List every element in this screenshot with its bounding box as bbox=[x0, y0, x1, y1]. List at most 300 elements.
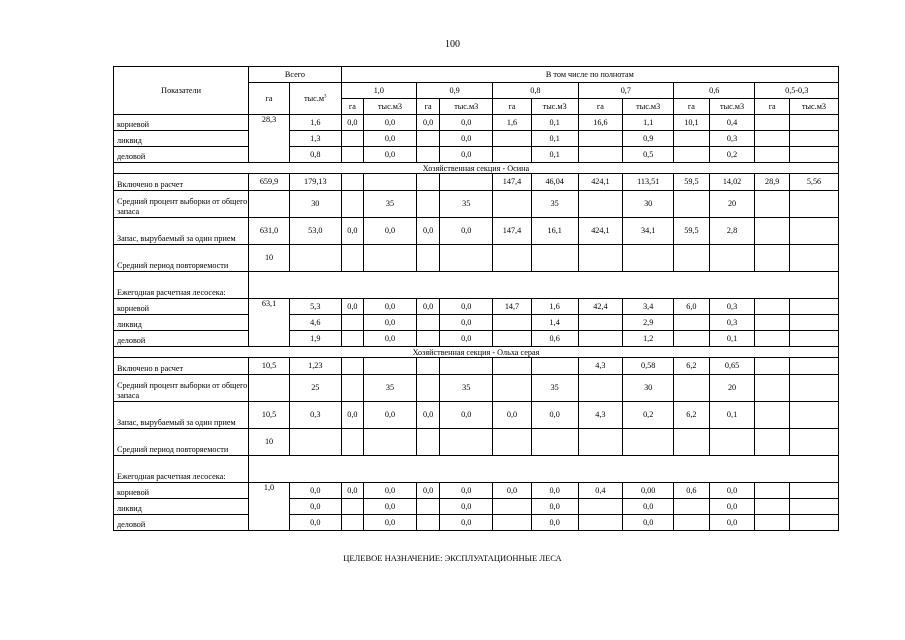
table-row bbox=[114, 131, 839, 147]
table-cell: 63,1 bbox=[249, 299, 290, 347]
table-cell bbox=[623, 429, 674, 456]
table-cell: 28,3 bbox=[249, 115, 290, 163]
table-cell bbox=[789, 429, 838, 456]
table-cell bbox=[755, 115, 790, 131]
table-row bbox=[114, 429, 839, 456]
table-cell: 0,8 bbox=[289, 147, 341, 163]
table-cell: 0,0 bbox=[364, 499, 417, 515]
row-label: корневой bbox=[114, 483, 249, 499]
header-density: 0,5-0,3 bbox=[755, 83, 839, 99]
table-cell: 1,0 bbox=[249, 483, 290, 531]
table-cell bbox=[493, 191, 532, 218]
table-cell bbox=[341, 515, 363, 531]
table-cell: 25 bbox=[289, 375, 341, 402]
table-cell bbox=[789, 483, 838, 499]
empty-cell bbox=[249, 272, 839, 299]
table-cell: 1,6 bbox=[531, 299, 578, 315]
table-cell bbox=[416, 331, 439, 347]
table-cell: 147,4 bbox=[493, 218, 532, 245]
table-row bbox=[114, 191, 839, 218]
table-cell: 35 bbox=[531, 375, 578, 402]
table-row bbox=[114, 358, 839, 375]
table-cell bbox=[755, 483, 790, 499]
row-label: Ежегодная расчетная лесосека: bbox=[114, 272, 249, 299]
table-cell: 1,6 bbox=[493, 115, 532, 131]
table-cell: 659,9 bbox=[249, 174, 290, 191]
table-cell: 0,0 bbox=[416, 483, 439, 499]
table-cell bbox=[493, 499, 532, 515]
table-cell: 0,0 bbox=[416, 115, 439, 131]
header-density: 0,8 bbox=[493, 83, 578, 99]
section-title: Хозяйственная секция - Осина bbox=[114, 163, 839, 174]
table-cell: 1,6 bbox=[289, 115, 341, 131]
table-cell: 0,0 bbox=[440, 402, 493, 429]
table-cell bbox=[578, 191, 623, 218]
table-cell: 0,0 bbox=[623, 515, 674, 531]
table-cell: 10,5 bbox=[249, 358, 290, 375]
table-cell: 0,0 bbox=[341, 483, 363, 499]
row-label: Включено в расчет bbox=[114, 174, 249, 191]
table-cell bbox=[416, 131, 439, 147]
table-cell bbox=[341, 375, 363, 402]
row-label: деловой bbox=[114, 147, 249, 163]
table-cell: 0,0 bbox=[289, 499, 341, 515]
table-cell: 0,4 bbox=[578, 483, 623, 499]
table-cell bbox=[364, 174, 417, 191]
table-cell bbox=[578, 375, 623, 402]
table-cell: 6,2 bbox=[674, 402, 710, 429]
table-cell: 0,0 bbox=[341, 299, 363, 315]
table-cell: 35 bbox=[531, 191, 578, 218]
table-cell: 14,7 bbox=[493, 299, 532, 315]
table-cell: 4,6 bbox=[289, 315, 341, 331]
section-row bbox=[114, 163, 839, 174]
table-cell: 0,1 bbox=[531, 147, 578, 163]
table-cell bbox=[755, 315, 790, 331]
table-cell: 1,1 bbox=[623, 115, 674, 131]
table-cell bbox=[249, 375, 290, 402]
table-cell: 0,6 bbox=[674, 483, 710, 499]
table-cell: 0,0 bbox=[341, 218, 363, 245]
table-cell bbox=[674, 499, 710, 515]
table-cell: 30 bbox=[623, 191, 674, 218]
table-cell bbox=[789, 315, 838, 331]
table-cell: 2,9 bbox=[623, 315, 674, 331]
table-cell: 16,1 bbox=[531, 218, 578, 245]
table-cell: 0,0 bbox=[364, 331, 417, 347]
table-cell bbox=[440, 429, 493, 456]
table-cell bbox=[416, 174, 439, 191]
table-cell bbox=[789, 402, 838, 429]
table-cell: 0,0 bbox=[531, 483, 578, 499]
table-cell bbox=[674, 331, 710, 347]
table-cell bbox=[755, 429, 790, 456]
table-row bbox=[114, 499, 839, 515]
table-cell: 0,3 bbox=[709, 131, 755, 147]
table-cell bbox=[755, 147, 790, 163]
table-cell bbox=[341, 315, 363, 331]
table-cell bbox=[416, 429, 439, 456]
table-row bbox=[114, 218, 839, 245]
table-cell bbox=[416, 499, 439, 515]
row-label: деловой bbox=[114, 515, 249, 531]
table-cell: 1,4 bbox=[531, 315, 578, 331]
header-unit-ga: га bbox=[416, 99, 439, 115]
header-total: Всего bbox=[249, 67, 342, 83]
header-unit-ga: га bbox=[493, 99, 532, 115]
row-label: корневой bbox=[114, 299, 249, 315]
page-number: 100 bbox=[445, 39, 460, 50]
table-cell: 0,5 bbox=[623, 147, 674, 163]
table-cell: 0,0 bbox=[341, 115, 363, 131]
table-cell bbox=[789, 375, 838, 402]
table-cell: 16,6 bbox=[578, 115, 623, 131]
table-cell bbox=[531, 429, 578, 456]
table-cell bbox=[493, 131, 532, 147]
table-cell: 0,0 bbox=[531, 515, 578, 531]
table-cell: 35 bbox=[440, 375, 493, 402]
table-cell: 3,4 bbox=[623, 299, 674, 315]
table-cell: 0,0 bbox=[531, 499, 578, 515]
table-cell: 0,0 bbox=[440, 331, 493, 347]
table-cell: 0,9 bbox=[623, 131, 674, 147]
table-cell bbox=[578, 147, 623, 163]
table-cell bbox=[416, 245, 439, 272]
section-row bbox=[114, 347, 839, 358]
table-cell bbox=[789, 245, 838, 272]
table-cell: 0,0 bbox=[440, 147, 493, 163]
table-cell: 46,04 bbox=[531, 174, 578, 191]
header-including: В том числе по полнотам bbox=[341, 67, 838, 83]
table-cell: 0,1 bbox=[531, 115, 578, 131]
table-cell bbox=[341, 191, 363, 218]
row-label: корневой bbox=[114, 115, 249, 131]
table-cell: 1,3 bbox=[289, 131, 341, 147]
header-density: 0,6 bbox=[674, 83, 755, 99]
table-cell: 0,0 bbox=[709, 515, 755, 531]
table-cell bbox=[531, 358, 578, 375]
header-unit-volume: тыс.м3 bbox=[440, 99, 493, 115]
table-cell bbox=[578, 499, 623, 515]
table-cell: 1,9 bbox=[289, 331, 341, 347]
table-cell: 59,5 bbox=[674, 174, 710, 191]
table-cell bbox=[755, 515, 790, 531]
table-cell bbox=[709, 245, 755, 272]
table-cell bbox=[578, 131, 623, 147]
table-row bbox=[114, 375, 839, 402]
table-cell: 28,9 bbox=[755, 174, 790, 191]
table-cell: 4,3 bbox=[578, 358, 623, 375]
table-cell bbox=[789, 299, 838, 315]
table-cell: 0,0 bbox=[493, 402, 532, 429]
table-cell: 0,0 bbox=[440, 299, 493, 315]
table-cell bbox=[364, 245, 417, 272]
table-cell bbox=[755, 218, 790, 245]
table-cell bbox=[531, 245, 578, 272]
table-cell bbox=[674, 315, 710, 331]
table-cell bbox=[789, 218, 838, 245]
table-cell bbox=[789, 131, 838, 147]
table-row bbox=[114, 245, 839, 272]
row-label: ликвид bbox=[114, 131, 249, 147]
header-unit-volume: тыс.м3 bbox=[531, 99, 578, 115]
table-cell: 147,4 bbox=[493, 174, 532, 191]
table-cell: 0,0 bbox=[416, 402, 439, 429]
table-cell: 2,8 bbox=[709, 218, 755, 245]
header-unit-volume: тыс.м3 bbox=[364, 99, 417, 115]
header-unit-ga: га bbox=[755, 99, 790, 115]
table-cell: 0,0 bbox=[364, 315, 417, 331]
table-cell: 0,0 bbox=[341, 402, 363, 429]
table-cell: 0,00 bbox=[623, 483, 674, 499]
table-cell bbox=[755, 375, 790, 402]
table-cell bbox=[789, 515, 838, 531]
table-cell bbox=[755, 331, 790, 347]
table-cell bbox=[341, 174, 363, 191]
table-cell: 0,0 bbox=[709, 483, 755, 499]
table-cell bbox=[755, 299, 790, 315]
table-cell bbox=[755, 499, 790, 515]
table-cell bbox=[341, 358, 363, 375]
table-cell bbox=[440, 358, 493, 375]
table-cell: 0,0 bbox=[416, 218, 439, 245]
table-cell: 30 bbox=[289, 191, 341, 218]
table-cell: 0,0 bbox=[289, 515, 341, 531]
header-total-volume: $тыс.м^3$ bbox=[289, 83, 341, 115]
table-cell: 5,3 bbox=[289, 299, 341, 315]
table-row bbox=[114, 315, 839, 331]
row-label: Средний период повторяемости bbox=[114, 245, 249, 272]
table-cell bbox=[674, 131, 710, 147]
row-label: Средний процент выборки от общего запаса bbox=[114, 375, 249, 402]
table-cell: 0,0 bbox=[364, 218, 417, 245]
table-cell: 20 bbox=[709, 191, 755, 218]
table-cell bbox=[493, 147, 532, 163]
table-cell bbox=[789, 499, 838, 515]
row-label: деловой bbox=[114, 331, 249, 347]
table-cell bbox=[416, 315, 439, 331]
table-cell bbox=[249, 191, 290, 218]
table-cell bbox=[416, 515, 439, 531]
purpose-footer: ЦЕЛЕВОЕ НАЗНАЧЕНИЕ: ЭКСПЛУАТАЦИОННЫЕ ЛЕСА bbox=[343, 553, 562, 563]
table-cell: 34,1 bbox=[623, 218, 674, 245]
table-row bbox=[114, 299, 839, 315]
table-cell bbox=[709, 429, 755, 456]
table-cell bbox=[364, 358, 417, 375]
table-cell bbox=[755, 131, 790, 147]
table-cell: 0,4 bbox=[709, 115, 755, 131]
table-cell: 0,0 bbox=[709, 499, 755, 515]
table-cell: 10,5 bbox=[249, 402, 290, 429]
table-cell bbox=[674, 245, 710, 272]
row-label: Включено в расчет bbox=[114, 358, 249, 375]
table-cell: 424,1 bbox=[578, 174, 623, 191]
table-cell: 35 bbox=[364, 191, 417, 218]
table-row bbox=[114, 402, 839, 429]
table-cell: 30 bbox=[623, 375, 674, 402]
table-cell bbox=[789, 147, 838, 163]
table-cell bbox=[416, 358, 439, 375]
header-total-ga: га bbox=[249, 83, 290, 115]
header-density: 0,9 bbox=[416, 83, 492, 99]
table-cell bbox=[789, 358, 838, 375]
table-cell: 10 bbox=[249, 429, 290, 456]
header-density: 1,0 bbox=[341, 83, 416, 99]
table-cell bbox=[440, 174, 493, 191]
table-cell bbox=[493, 429, 532, 456]
table-cell: 20 bbox=[709, 375, 755, 402]
table-cell bbox=[493, 515, 532, 531]
table-cell bbox=[341, 429, 363, 456]
table-row bbox=[114, 483, 839, 499]
table-cell: 0,3 bbox=[289, 402, 341, 429]
table-cell: 631,0 bbox=[249, 218, 290, 245]
table-cell: 0,65 bbox=[709, 358, 755, 375]
table-cell: 0,6 bbox=[531, 331, 578, 347]
table-cell bbox=[493, 358, 532, 375]
table-row bbox=[114, 174, 839, 191]
table-cell bbox=[578, 245, 623, 272]
table-cell bbox=[755, 402, 790, 429]
table-cell: 0,0 bbox=[289, 483, 341, 499]
table-cell: 0,0 bbox=[364, 483, 417, 499]
table-cell bbox=[755, 358, 790, 375]
table-cell bbox=[493, 315, 532, 331]
header-density: 0,7 bbox=[578, 83, 674, 99]
row-label: Ежегодная расчетная лесосека: bbox=[114, 456, 249, 483]
table-cell: 53,0 bbox=[289, 218, 341, 245]
table-cell bbox=[578, 315, 623, 331]
table-cell bbox=[289, 245, 341, 272]
table-row bbox=[114, 331, 839, 347]
table-cell bbox=[341, 131, 363, 147]
table-cell bbox=[364, 429, 417, 456]
table-cell: 35 bbox=[364, 375, 417, 402]
table-cell: 1,2 bbox=[623, 331, 674, 347]
table-cell bbox=[755, 245, 790, 272]
table-cell: 0,0 bbox=[440, 515, 493, 531]
header-unit-volume: тыс.м3 bbox=[789, 99, 838, 115]
table-cell: 0,0 bbox=[364, 515, 417, 531]
table-cell: 0,0 bbox=[416, 299, 439, 315]
row-label: Средний процент выборки от общего запаса bbox=[114, 191, 249, 218]
table-cell bbox=[674, 429, 710, 456]
table-cell: 6,0 bbox=[674, 299, 710, 315]
table-row bbox=[114, 147, 839, 163]
table-cell: 14,02 bbox=[709, 174, 755, 191]
header-unit-volume: тыс.м3 bbox=[709, 99, 755, 115]
empty-cell bbox=[249, 456, 839, 483]
table-cell: 0,0 bbox=[531, 402, 578, 429]
header-unit-ga: га bbox=[578, 99, 623, 115]
table-cell bbox=[674, 191, 710, 218]
table-cell: 424,1 bbox=[578, 218, 623, 245]
row-label: Средний период повторяемости bbox=[114, 429, 249, 456]
table-cell: 0,0 bbox=[493, 483, 532, 499]
table-cell: 0,0 bbox=[364, 115, 417, 131]
row-label: ликвид bbox=[114, 499, 249, 515]
table-cell: 0,2 bbox=[623, 402, 674, 429]
table-cell bbox=[578, 515, 623, 531]
table-cell: 0,2 bbox=[709, 147, 755, 163]
table-cell: 0,58 bbox=[623, 358, 674, 375]
table-cell bbox=[440, 245, 493, 272]
header-indicators: Показатели bbox=[114, 67, 249, 115]
table-cell: 0,0 bbox=[364, 299, 417, 315]
table-row bbox=[114, 115, 839, 131]
header-unit-volume: тыс.м3 bbox=[623, 99, 674, 115]
table-cell: 0,1 bbox=[531, 131, 578, 147]
row-label: ликвид bbox=[114, 315, 249, 331]
table-cell: 0,3 bbox=[709, 315, 755, 331]
table-cell bbox=[416, 147, 439, 163]
table-cell: 1,23 bbox=[289, 358, 341, 375]
table-row bbox=[114, 272, 839, 299]
forest-calc-table bbox=[113, 66, 839, 531]
table-cell bbox=[755, 191, 790, 218]
table-cell: 0,0 bbox=[364, 402, 417, 429]
table-cell: 0,1 bbox=[709, 402, 755, 429]
table-cell bbox=[416, 375, 439, 402]
table-cell bbox=[674, 375, 710, 402]
table-cell: 0,0 bbox=[440, 131, 493, 147]
table-cell bbox=[341, 245, 363, 272]
table-cell: 0,3 bbox=[709, 299, 755, 315]
table-cell bbox=[789, 331, 838, 347]
table-header bbox=[114, 67, 839, 115]
row-label: Запас, вырубаемый за один прием bbox=[114, 402, 249, 429]
header-unit-ga: га bbox=[341, 99, 363, 115]
table-body bbox=[114, 115, 839, 531]
table-cell: 179,13 bbox=[289, 174, 341, 191]
table-cell bbox=[578, 331, 623, 347]
section-title: Хозяйственная секция - Ольха серая bbox=[114, 347, 839, 358]
table-cell: 113,51 bbox=[623, 174, 674, 191]
table-cell bbox=[789, 115, 838, 131]
table-cell bbox=[674, 515, 710, 531]
table-cell: 10 bbox=[249, 245, 290, 272]
table-cell: 0,0 bbox=[623, 499, 674, 515]
table-cell: 35 bbox=[440, 191, 493, 218]
table-cell bbox=[289, 429, 341, 456]
table-cell: 0,0 bbox=[440, 483, 493, 499]
table-row bbox=[114, 456, 839, 483]
table-cell bbox=[493, 375, 532, 402]
table-cell bbox=[341, 147, 363, 163]
table-cell: 6,2 bbox=[674, 358, 710, 375]
table-cell bbox=[789, 191, 838, 218]
table-cell: 42,4 bbox=[578, 299, 623, 315]
row-label: Запас, вырубаемый за один прием bbox=[114, 218, 249, 245]
table-cell: 0,0 bbox=[440, 218, 493, 245]
table-cell: 10,1 bbox=[674, 115, 710, 131]
table-cell bbox=[493, 245, 532, 272]
table-cell: 0,0 bbox=[440, 315, 493, 331]
table-cell: 5,56 bbox=[789, 174, 838, 191]
table-cell: 0,0 bbox=[364, 131, 417, 147]
table-cell: 0,1 bbox=[709, 331, 755, 347]
table-cell: 0,0 bbox=[364, 147, 417, 163]
table-cell bbox=[416, 191, 439, 218]
table-cell bbox=[341, 331, 363, 347]
table-cell: 0,0 bbox=[440, 115, 493, 131]
header-unit-ga: га bbox=[674, 99, 710, 115]
table-cell bbox=[493, 331, 532, 347]
table-row bbox=[114, 515, 839, 531]
table-cell: 0,0 bbox=[440, 499, 493, 515]
table-cell bbox=[341, 499, 363, 515]
table-cell bbox=[674, 147, 710, 163]
